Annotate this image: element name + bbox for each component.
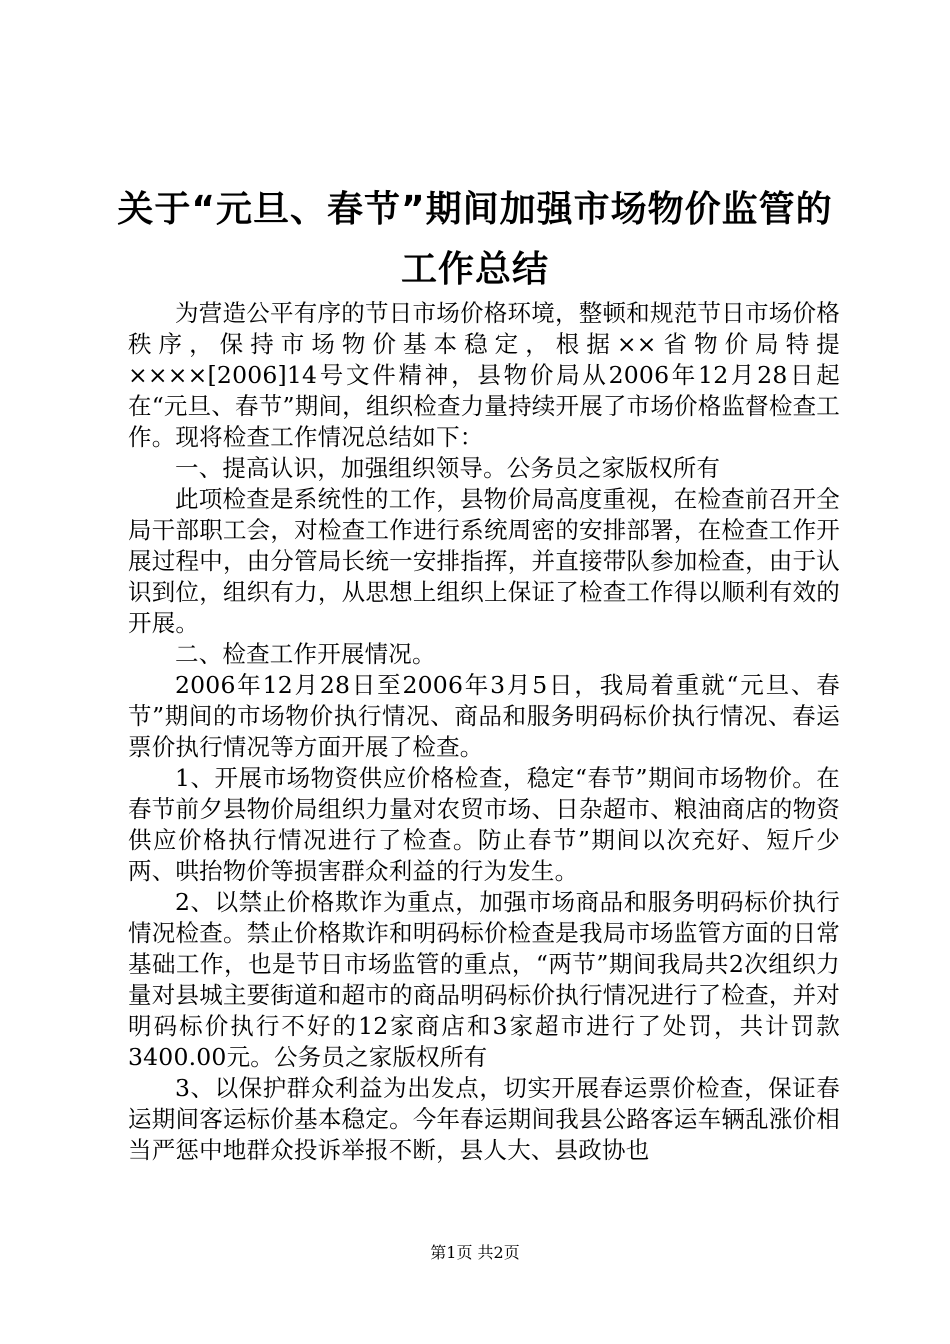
- paragraph-item-2: 2、以禁止价格欺诈为重点，加强市场商品和服务明码标价执行情况检查。禁止价格欺诈和明码标价检查是我局市场监管方面的日常基础工作，也是节日市场监管的重点，“两节”期间我局共2次组织力量对县城主要街道和超市的商品明码标价执行情况进行了检查，并对明码标价执行不好的12家商店和3家超市进行了处罚，共计罚款3400.00元。公务员之家版权所有: [128, 888, 840, 1071]
- paragraph-section-2-intro: 2006年12月28日至2006年3月5日，我局着重就“元旦、春节”期间的市场物价执行情况、商品和服务明码标价执行情况、春运票价执行情况等方面开展了检查。: [128, 671, 840, 761]
- document-title-line-2: 工作总结: [400, 249, 549, 290]
- paragraph-section-1-heading: 一、提高认识，加强组织领导。公务员之家版权所有: [175, 454, 721, 482]
- paragraph-section-1-body: 此项检查是系统性的工作，县物价局高度重视，在检查前召开全局干部职工会，对检查工作进行系统周密的安排部署，在检查工作开展过程中，由分管局长统一安排指挥，并直接带队参加检查，由于认识到位，组织有力，从思想上组织上保证了检查工作得以顺利有效的开展。: [128, 485, 840, 637]
- paragraph-section-2-heading: 二、检查工作开展情况。: [175, 640, 436, 668]
- paragraph-intro: 为营造公平有序的节日市场价格环境，整顿和规范节日市场价格秩序，保持市场物价基本稳定，根据××省物价局特提××××[2006]14号文件精神，县物价局从2006年12月28日起在“元旦、春节”期间，组织检查力量持续开展了市场价格监督检查工作。现将检查工作情况总结如下：: [128, 299, 840, 451]
- document-body: [128, 298, 840, 1166]
- paragraph-item-1: 1、开展市场物资供应价格检查，稳定“春节”期间市场物价。在春节前夕县物价局组织力量对农贸市场、日杂超市、粮油商店的物资供应价格执行情况进行了检查。防止春节”期间以次充好、短斤少两、哄抬物价等损害群众利益的行为发生。: [128, 764, 840, 885]
- document-title-line-1: 关于“元旦、春节”期间加强市场物价监管的: [117, 189, 833, 230]
- paragraph-item-3: 3、以保护群众利益为出发点，切实开展春运票价检查，保证春运期间客运标价基本稳定。今年春运期间我县公路客运车辆乱涨价相当严惩中地群众投诉举报不断，县人大、县政协也: [128, 1074, 840, 1164]
- page-number-footer: 第1页 共2页: [430, 1243, 520, 1262]
